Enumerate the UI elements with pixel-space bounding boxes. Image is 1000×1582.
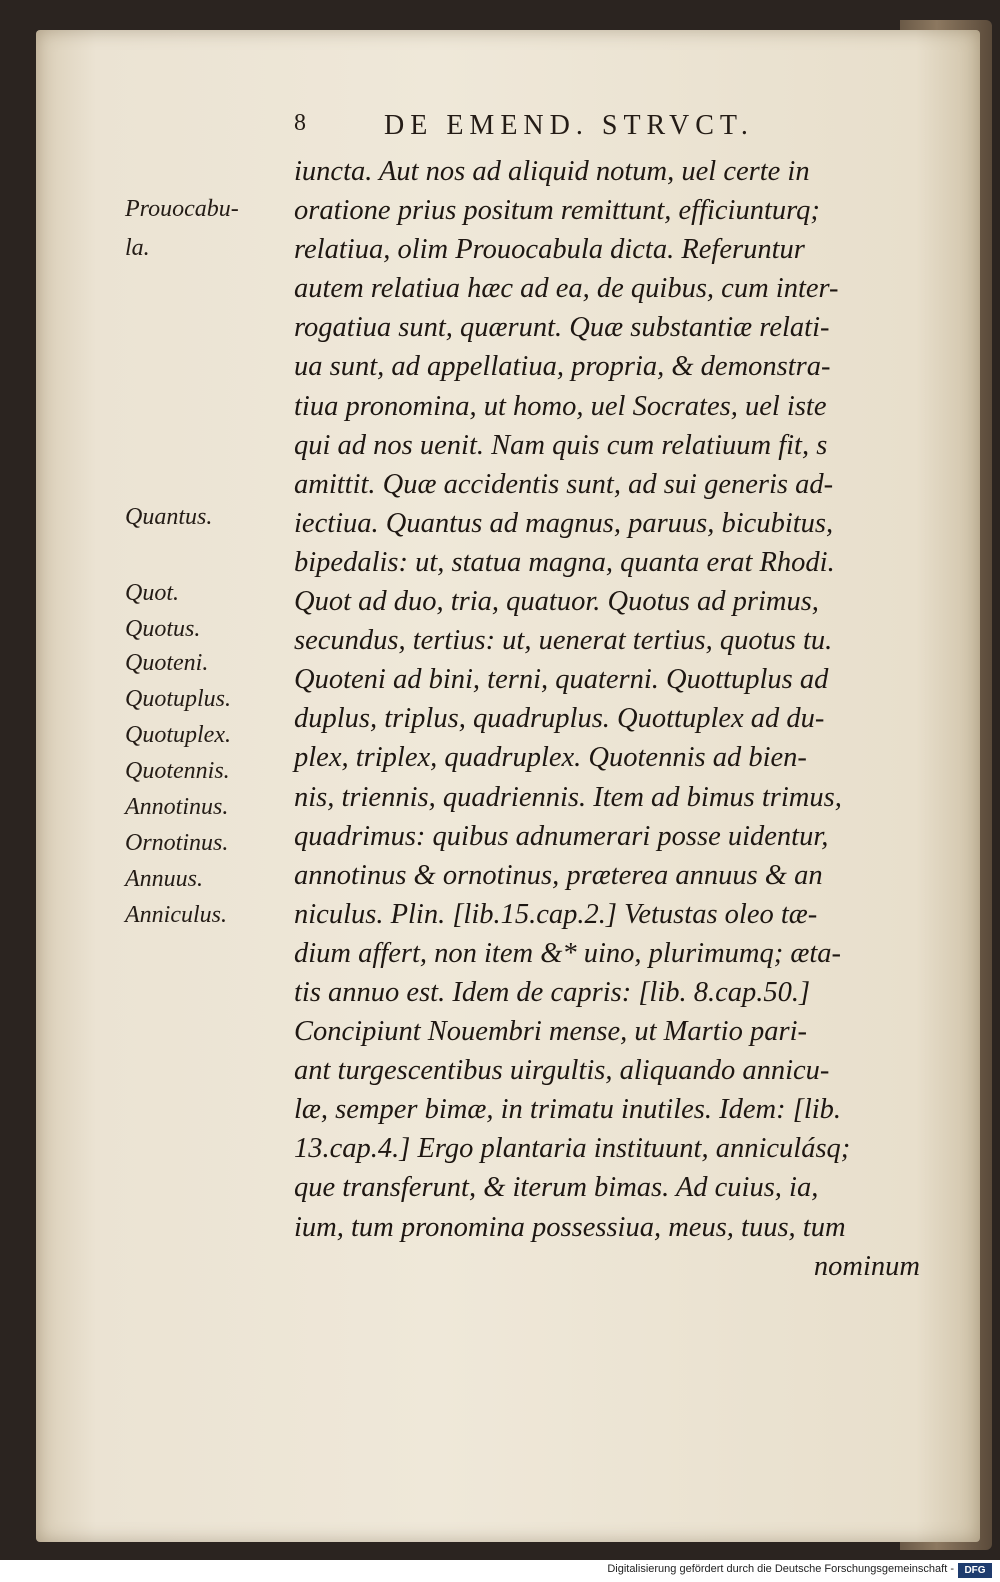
margin-note: Quotus.: [125, 616, 201, 642]
text-line: ium, tum pronomina possessiua, meus, tuus, tum: [294, 1211, 846, 1243]
margin-note: Quoteni.: [125, 650, 209, 676]
text-line: nis, triennis, quadriennis. Item ad bimus trimus,: [294, 781, 842, 813]
text-line: secundus, tertius: ut, uenerat tertius, quotus tu.: [294, 625, 833, 657]
text-line: Concipiunt Nouembri mense, ut Martio pari-: [294, 1016, 807, 1048]
text-line: rogatiua sunt, quærunt. Quæ substantiæ relati-: [294, 312, 830, 344]
margin-note: Annotinus.: [125, 794, 229, 820]
margin-note: Quot.: [125, 580, 179, 606]
margin-note: Quotennis.: [125, 758, 230, 784]
text-line: oratione prius positum remittunt, efficiunturq;: [294, 195, 820, 227]
text-line: autem relatiua hæc ad ea, de quibus, cum inter-: [294, 273, 839, 305]
dfg-logo: DFG: [958, 1563, 992, 1578]
text-line: ua sunt, ad appellatiua, propria, & demonstra-: [294, 351, 831, 383]
text-line: dium affert, non item &* uino, plurimumq; æta-: [294, 937, 842, 969]
margin-note: Quotuplus.: [125, 686, 232, 712]
catchword: nominum: [813, 1250, 920, 1282]
text-line: tiua pronomina, ut homo, uel Socrates, uel iste: [294, 390, 827, 422]
text-line: tis annuo est. Idem de capris: [lib. 8.cap.50.]: [294, 976, 811, 1008]
margin-note: Annuus.: [125, 866, 203, 892]
text-line: niculus. Plin. [lib.15.cap.2.] Vetustas oleo tæ-: [294, 898, 818, 930]
text-line: Quot ad duo, tria, quatuor. Quotus ad primus,: [294, 586, 819, 618]
text-line: annotinus & ornotinus, præterea annuus & an: [294, 859, 823, 891]
body-text: [294, 152, 954, 1286]
text-line: plex, triplex, quadruplex. Quotennis ad bien-: [294, 742, 807, 774]
text-line: Quoteni ad bini, terni, quaterni. Quottuplus ad: [294, 664, 829, 696]
page-number: 8: [294, 110, 306, 136]
margin-note: Prouocabu-: [125, 196, 239, 222]
funding-note: Digitalisierung gefördert durch die Deutsche Forschungsgemeinschaft -: [607, 1563, 954, 1575]
margin-note: la.: [125, 235, 150, 261]
text-line: bipedalis: ut, statua magna, quanta erat Rhodi.: [294, 546, 835, 578]
footer-bar: [0, 1560, 1000, 1582]
text-line: læ, semper bimæ, in trimatu inutiles. Idem: [lib.: [294, 1094, 842, 1126]
text-line: relatiua, olim Prouocabula dicta. Referuntur: [294, 234, 805, 266]
margin-note: Anniculus.: [125, 902, 227, 928]
text-line: amittit. Quæ accidentis sunt, ad sui generis ad-: [294, 468, 834, 500]
margin-note: Quantus.: [125, 504, 213, 530]
book-page: [36, 30, 980, 1542]
text-line: quadrimus: quibus adnumerari posse uidentur,: [294, 820, 829, 852]
text-line: iectiua. Quantus ad magnus, paruus, bicubitus,: [294, 507, 834, 539]
text-line: ant turgescentibus uirgultis, aliquando annicu-: [294, 1055, 830, 1087]
margin-note: Quotuplex.: [125, 722, 231, 748]
margin-note: Ornotinus.: [125, 830, 229, 856]
text-line: duplus, triplus, quadruplus. Quottuplex ad du-: [294, 703, 825, 735]
text-line: qui ad nos uenit. Nam quis cum relatiuum fit, s: [294, 429, 828, 461]
running-title: DE EMEND. STRVCT.: [384, 110, 754, 141]
text-line: que transferunt, & iterum bimas. Ad cuius, ia,: [294, 1172, 819, 1204]
text-line: 13.cap.4.] Ergo plantaria instituunt, anniculásq;: [294, 1133, 851, 1165]
text-line: iuncta. Aut nos ad aliquid notum, uel certe in: [294, 156, 810, 187]
